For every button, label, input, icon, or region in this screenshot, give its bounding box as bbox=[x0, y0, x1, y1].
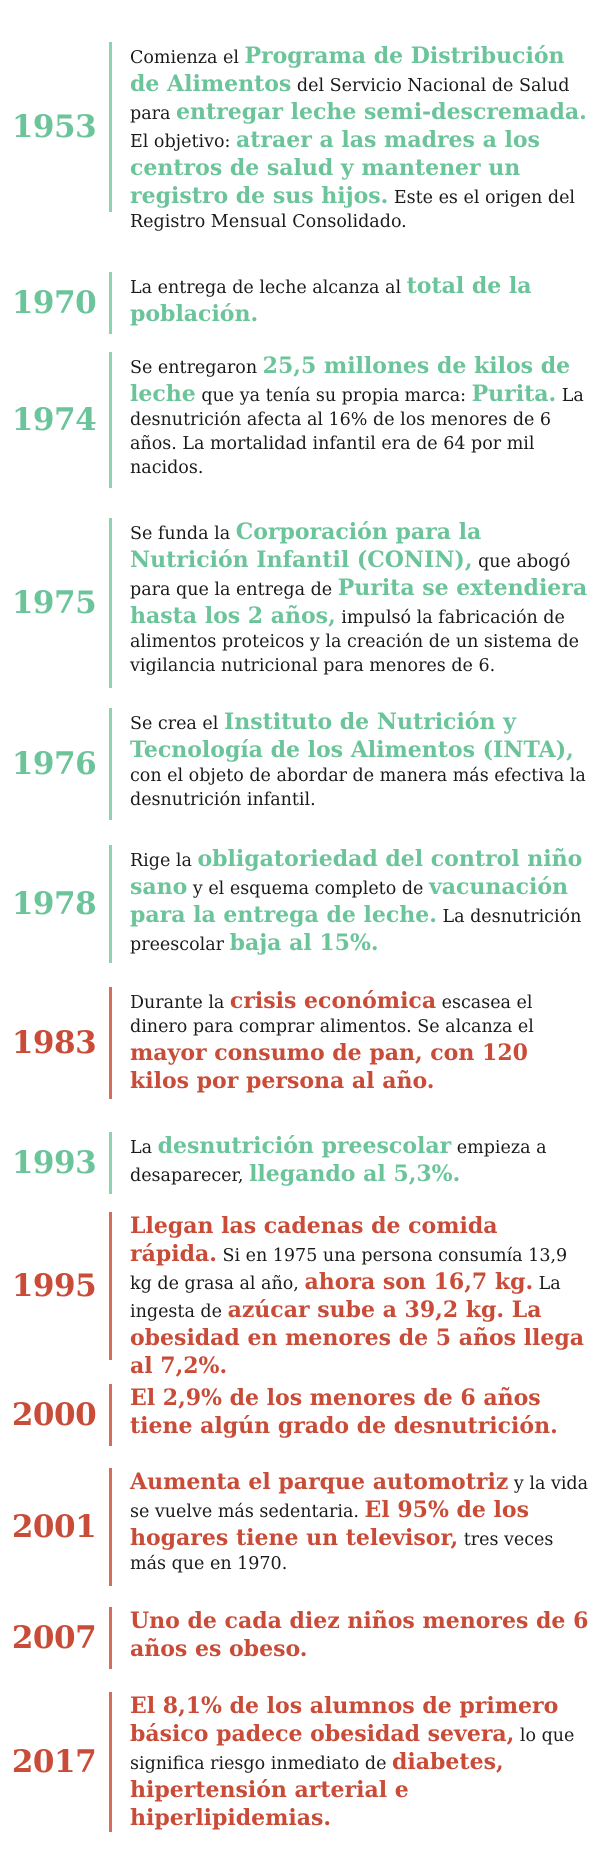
entry-year: 2007 bbox=[11, 1620, 97, 1656]
entry-year: 1983 bbox=[11, 1025, 97, 1061]
text-segment: con el objeto de abordar de manera más efectiva la desnutrición infantil. bbox=[130, 766, 586, 810]
text-segment: La bbox=[130, 1138, 158, 1158]
highlight-segment: diabetes, hipertensión arterial e hiperlipidemias. bbox=[130, 1749, 504, 1831]
text-segment: que abogó para que la entrega de bbox=[130, 552, 571, 600]
timeline-entry-2017 bbox=[0, 1692, 600, 1832]
text-segment: escasea el dinero para comprar alimentos. Se alcanza el bbox=[130, 993, 534, 1037]
highlight-segment: entregar leche semi-descremada. bbox=[176, 99, 587, 125]
timeline-entry-2001 bbox=[0, 1468, 600, 1586]
entry-text bbox=[130, 272, 592, 328]
timeline-entry-1995 bbox=[0, 1212, 600, 1379]
timeline-divider bbox=[109, 708, 112, 820]
timeline-divider bbox=[109, 1132, 112, 1194]
text-segment: empieza a desaparecer, bbox=[130, 1138, 547, 1186]
highlight-segment: baja al 15%. bbox=[229, 930, 379, 956]
entry-text bbox=[130, 987, 592, 1095]
text-segment: y la vida se vuelve más sedentaria. bbox=[130, 1474, 589, 1522]
entry-text bbox=[130, 42, 592, 234]
text-segment: La desnutrición afecta al 16% de los menores de 6 años. La mortalidad infantil era de 64 por mil nacidos. bbox=[130, 386, 584, 478]
text-segment: Comienza el bbox=[130, 48, 245, 68]
highlight-segment: mayor consumo de pan, con 120 kilos por persona al año. bbox=[130, 1040, 528, 1094]
text-segment: Este es el origen del Registro Mensual Consolidado. bbox=[130, 188, 576, 232]
timeline-entry-1974 bbox=[0, 352, 600, 488]
timeline-divider bbox=[109, 518, 112, 688]
timeline-entry-1975 bbox=[0, 518, 600, 688]
highlight-segment: El 2,9% de los menores de 6 años tiene algún grado de desnutrición. bbox=[130, 1385, 558, 1439]
timeline-entry-2000 bbox=[0, 1384, 600, 1446]
entry-text bbox=[130, 1692, 592, 1832]
highlight-segment: Llegan las cadenas de comida rápida. bbox=[130, 1213, 498, 1267]
text-segment: Rige la bbox=[130, 851, 198, 871]
entry-year: 1993 bbox=[11, 1145, 97, 1181]
highlight-segment: Uno de cada diez niños menores de 6 años es obeso. bbox=[130, 1608, 589, 1662]
highlight-segment: Instituto de Nutrición y Tecnología de los Alimentos (INTA), bbox=[130, 709, 574, 763]
text-segment: Se funda la bbox=[130, 524, 236, 544]
entry-text bbox=[130, 1468, 592, 1576]
entry-year: 1995 bbox=[11, 1268, 97, 1304]
highlight-segment: total de la población. bbox=[130, 273, 532, 327]
timeline-entry-1983 bbox=[0, 987, 600, 1099]
text-segment: tres veces más que en 1970. bbox=[130, 1530, 554, 1574]
timeline-divider bbox=[109, 1607, 112, 1669]
text-segment: Durante la bbox=[130, 993, 230, 1013]
entry-text bbox=[130, 518, 592, 678]
entry-text bbox=[130, 845, 592, 957]
text-segment: impulsó la fabricación de alimentos proteicos y la creación de un sistema de vigilancia nutricional para menores de 6. bbox=[130, 608, 580, 676]
timeline-divider bbox=[109, 987, 112, 1099]
entry-year: 1953 bbox=[11, 109, 97, 145]
entry-year: 2000 bbox=[11, 1397, 97, 1433]
highlight-segment: 25,5 millones de kilos de leche bbox=[130, 353, 571, 407]
timeline-entry-1976 bbox=[0, 708, 600, 820]
text-segment: La ingesta de bbox=[130, 1274, 561, 1322]
timeline-divider bbox=[109, 1692, 112, 1832]
timeline-entry-1970 bbox=[0, 272, 600, 334]
text-segment: La entrega de leche alcanza al bbox=[130, 278, 407, 298]
timeline-divider bbox=[109, 845, 112, 963]
timeline-entry-1978 bbox=[0, 845, 600, 963]
entry-text bbox=[130, 1212, 592, 1380]
entry-year: 1978 bbox=[11, 886, 97, 922]
entry-year: 1976 bbox=[11, 746, 97, 782]
text-segment: que ya tenía su propia marca: bbox=[195, 386, 472, 406]
text-segment: y el esquema completo de bbox=[187, 879, 429, 899]
timeline-divider bbox=[109, 1468, 112, 1586]
timeline-divider bbox=[109, 1212, 112, 1360]
highlight-segment: Purita. bbox=[471, 381, 557, 407]
highlight-segment: obligatoriedad del control niño sano bbox=[130, 846, 583, 900]
highlight-segment: ahora son 16,7 kg. bbox=[304, 1269, 534, 1295]
timeline-entry-1993 bbox=[0, 1132, 600, 1194]
entry-year: 2001 bbox=[11, 1509, 97, 1545]
timeline-entry-1953 bbox=[0, 42, 600, 232]
highlight-segment: desnutrición preescolar bbox=[157, 1133, 452, 1159]
highlight-segment: llegando al 5,3%. bbox=[249, 1161, 461, 1187]
entry-year: 1970 bbox=[11, 285, 97, 321]
highlight-segment: Aumenta el parque automotriz bbox=[130, 1469, 509, 1495]
entry-text bbox=[130, 1607, 592, 1663]
highlight-segment: El 8,1% de los alumnos de primero básico padece obesidad severa, bbox=[130, 1693, 559, 1747]
text-segment: El objetivo: bbox=[130, 132, 236, 152]
entry-text bbox=[130, 708, 592, 812]
text-segment: Se crea el bbox=[130, 714, 224, 734]
text-segment: Si en 1975 una persona consumía 13,9 kg de grasa al año, bbox=[130, 1246, 568, 1294]
highlight-segment: Purita se extendiera hasta los 2 años, bbox=[130, 575, 588, 629]
entry-text bbox=[130, 352, 592, 480]
highlight-segment: azúcar sube a 39,2 kg. La obesidad en menores de 5 años llega al 7,2%. bbox=[130, 1297, 585, 1379]
timeline-divider bbox=[109, 1384, 112, 1446]
highlight-segment: crisis económica bbox=[229, 988, 437, 1014]
text-segment: lo que significa riesgo inmediato de bbox=[130, 1726, 575, 1774]
timeline-divider bbox=[109, 352, 112, 488]
timeline-divider bbox=[109, 42, 112, 212]
timeline-divider bbox=[109, 272, 112, 334]
entry-year: 1975 bbox=[11, 585, 97, 621]
entry-text bbox=[130, 1132, 592, 1188]
highlight-segment: atraer a las madres a los centros de salud y mantener un registro de sus hijos. bbox=[130, 127, 540, 209]
highlight-segment: El 95% de los hogares tiene un televisor, bbox=[130, 1497, 529, 1551]
timeline-entry-2007 bbox=[0, 1607, 600, 1669]
text-segment: La desnutrición preescolar bbox=[130, 907, 582, 955]
highlight-segment: vacunación para la entrega de leche. bbox=[130, 874, 569, 928]
entry-text bbox=[130, 1384, 592, 1440]
entry-year: 1974 bbox=[11, 402, 97, 438]
highlight-segment: Programa de Distribución de Alimentos bbox=[130, 43, 565, 97]
highlight-segment: Corporación para la Nutrición Infantil (CONIN), bbox=[130, 519, 482, 573]
text-segment: del Servicio Nacional de Salud para bbox=[130, 76, 570, 124]
text-segment: Se entregaron bbox=[130, 358, 263, 378]
entry-year: 2017 bbox=[11, 1744, 97, 1780]
